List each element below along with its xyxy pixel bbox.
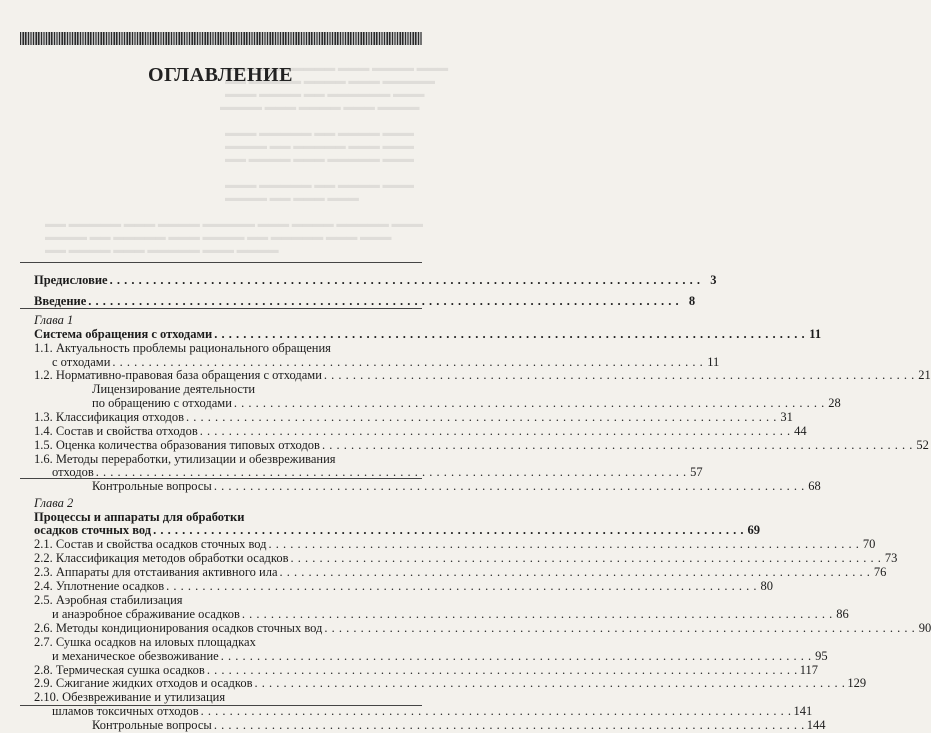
divider-top [20,262,422,263]
toc-entry-2-10[interactable] [52,704,813,718]
toc-entry-1-4[interactable] [34,424,807,438]
toc-page-number: 70 [862,537,876,551]
dot-leader [214,479,805,493]
dot-leader [234,396,825,410]
toc-entry-label: 2.5. Аэробная стабилизация [34,593,183,607]
dot-leader [214,327,805,341]
toc-entry-label: 2.9. Сжигание жидких отходов и осадков [34,676,253,690]
toc-entry-2-8[interactable] [34,663,818,677]
toc-page-number: 11 [707,355,720,369]
dot-leader [201,704,792,718]
dot-leader [255,676,846,690]
toc-page-number: 31 [780,410,793,424]
toc-page-number: 68 [808,479,821,493]
toc-entry-preface[interactable] [34,273,717,287]
toc-entry-2-5[interactable] [52,607,849,621]
toc-entry-label: Контрольные вопросы [92,479,212,493]
toc-entry-label: 2.4. Уплотнение осадков [34,579,165,593]
toc-page-number: 90 [918,621,931,635]
toc-entry-label: по обращению с отходами [92,396,232,410]
dot-leader [200,424,791,438]
dot-leader [110,273,701,287]
toc-entry-chapter-1-title[interactable] [34,327,822,341]
toc-entry-label: 2.3. Аппараты для отстаивания активного ила [34,565,278,579]
toc-page-number: 95 [815,649,828,663]
toc-entry-label: 1.2. Нормативно-правовая база обращения с отходами [34,368,322,382]
toc-entry-1-1[interactable] [52,355,720,369]
dot-leader [96,465,687,479]
toc-entry-1-3[interactable] [34,410,793,424]
toc-entry-label: Контрольные вопросы [92,718,212,732]
bleed-through-text: ▬▬▬ ▬▬ ▬▬▬▬▬ ▬▬▬ ▬▬▬▬ ▬▬▬ ▬▬ ▬▬▬▬▬ ▬▬▬▬ ▬▬▬ ▬▬▬▬▬ ▬▬▬ ▬▬▬▬ ▬▬ ▬▬▬▬▬▬ ▬▬▬ ▬▬▬▬ ▬▬▬ ▬▬▬▬ ▬▬▬ ▬▬▬▬ ▬▬▬ ▬▬▬▬▬ ▬▬ ▬▬▬▬ ▬▬▬ ▬▬▬▬ ▬▬ ▬▬▬▬▬ ▬▬▬ ▬▬▬ ▬▬ ▬▬▬▬ ▬▬▬ ▬▬▬▬▬ ▬▬▬ ▬▬▬ ▬▬▬▬▬ ▬▬ ▬▬▬▬ ▬▬▬ ▬▬▬▬ ▬▬ ▬▬▬ ▬▬▬ ▬▬ ▬▬▬▬▬ ▬▬▬ ▬▬▬▬ ▬▬▬▬▬ ▬▬▬ ▬▬▬▬ ▬▬▬▬▬ ▬▬▬ ▬▬▬▬ ▬▬ ▬▬▬▬▬ ▬▬▬ ▬▬▬▬ ▬▬ ▬▬▬▬▬ ▬▬▬ ▬▬▬ ▬▬ ▬▬▬▬ ▬▬▬ ▬▬▬▬▬ ▬▬▬ ▬▬▬▬ [45,63,449,256]
toc-entry-1-2[interactable] [34,368,931,382]
toc-entry-label: и механическое обезвоживание [52,649,219,663]
toc-entry-label: 2.7. Сушка осадков на иловых площадках [34,635,256,649]
toc-entry-2-4[interactable] [34,579,774,593]
toc-entry-label: 1.4. Состав и свойства отходов [34,424,198,438]
toc-entry-2-2[interactable] [34,551,898,565]
toc-entry-2-9[interactable] [34,676,867,690]
dot-leader [324,621,915,635]
dot-leader [269,537,860,551]
dot-leader [280,565,871,579]
toc-entry-label: осадков сточных вод [34,523,152,537]
toc-entry-ch1-questions[interactable] [92,479,821,493]
toc-entry-label: 1.1. Актуальность проблемы рационального обращения [34,341,331,355]
dot-leader [221,649,812,663]
toc-entry-label: отходов [52,465,94,479]
toc-entry-label: с отходами [52,355,111,369]
top-page-edge-band [20,32,422,45]
toc-page-number: 144 [806,718,826,732]
chapter-1-heading: Глава 1 [34,313,74,327]
toc-entry-label: Система обращения с отходами [34,327,213,341]
toc-page-number: 8 [688,294,696,308]
chapter-2-title: Процессы и аппараты для обработки [34,510,245,524]
toc-page-number: 80 [760,579,774,593]
dot-leader [214,718,805,732]
toc-page-number: 86 [836,607,849,621]
toc-page-number: 129 [847,676,867,690]
toc-entry-label: 1.6. Методы переработки, утилизации и обезвреживания [34,452,336,466]
toc-entry-label: Лицензирование деятельности [92,382,256,396]
dot-leader [324,368,915,382]
toc-entry-label: 2.6. Методы кондиционирования осадков сточных вод [34,621,323,635]
dot-leader [186,410,777,424]
toc-entry-ch2-questions[interactable] [92,718,826,732]
toc-entry-licensing[interactable] [92,396,841,410]
toc-page-number: 69 [747,523,760,537]
toc-entry-label: 2.1. Состав и свойства осадков сточных вод [34,537,267,551]
toc-page-number: 11 [809,327,822,341]
dot-leader [88,294,679,308]
toc-entry-2-6[interactable] [34,621,931,635]
toc-page-number: 3 [710,273,717,287]
toc-entry-label: 2.8. Термическая сушка осадков [34,663,205,677]
toc-entry-1-5[interactable] [34,438,929,452]
toc-entry-2-3[interactable] [34,565,887,579]
toc-entry-label: Предисловие [34,273,108,287]
toc-entry-2-1[interactable] [34,537,876,551]
toc-entry-1-6[interactable] [52,465,703,479]
dot-leader [153,523,744,537]
dot-leader [112,355,703,369]
chapter-2-heading: Глава 2 [34,496,74,510]
toc-page-number: 44 [794,424,807,438]
dot-leader [242,607,833,621]
divider-front-matter [20,308,422,309]
toc-page-number: 73 [884,551,898,565]
dot-leader [166,579,757,593]
toc-page-number: 52 [916,438,929,452]
toc-entry-label: 1.5. Оценка количества образования типовых отходов [34,438,320,452]
page-title: ОГЛАВЛЕНИЕ [148,64,293,86]
toc-page-number: 76 [873,565,887,579]
toc-page-number: 21 [918,368,931,382]
toc-entry-label: 2.2. Классификация методов обработки осадков [34,551,289,565]
toc-entry-introduction[interactable] [34,294,696,308]
toc-page-number: 28 [828,396,841,410]
toc-page-number: 117 [799,663,818,677]
toc-entry-label: 1.3. Классификация отходов [34,410,184,424]
toc-entry-label: 2.10. Обезвреживание и утилизация [34,690,226,704]
toc-page-number: 141 [793,704,813,718]
toc-entry-2-7[interactable] [52,649,828,663]
toc-entry-label: Введение [34,294,87,308]
toc-entry-chapter-2-title[interactable] [34,523,760,537]
toc-entry-label: шламов токсичных отходов [52,704,199,718]
dot-leader [207,663,798,677]
toc-entry-label: и анаэробное сбраживание осадков [52,607,240,621]
toc-page-number: 57 [690,465,703,479]
dot-leader [322,438,913,452]
dot-leader [291,551,882,565]
